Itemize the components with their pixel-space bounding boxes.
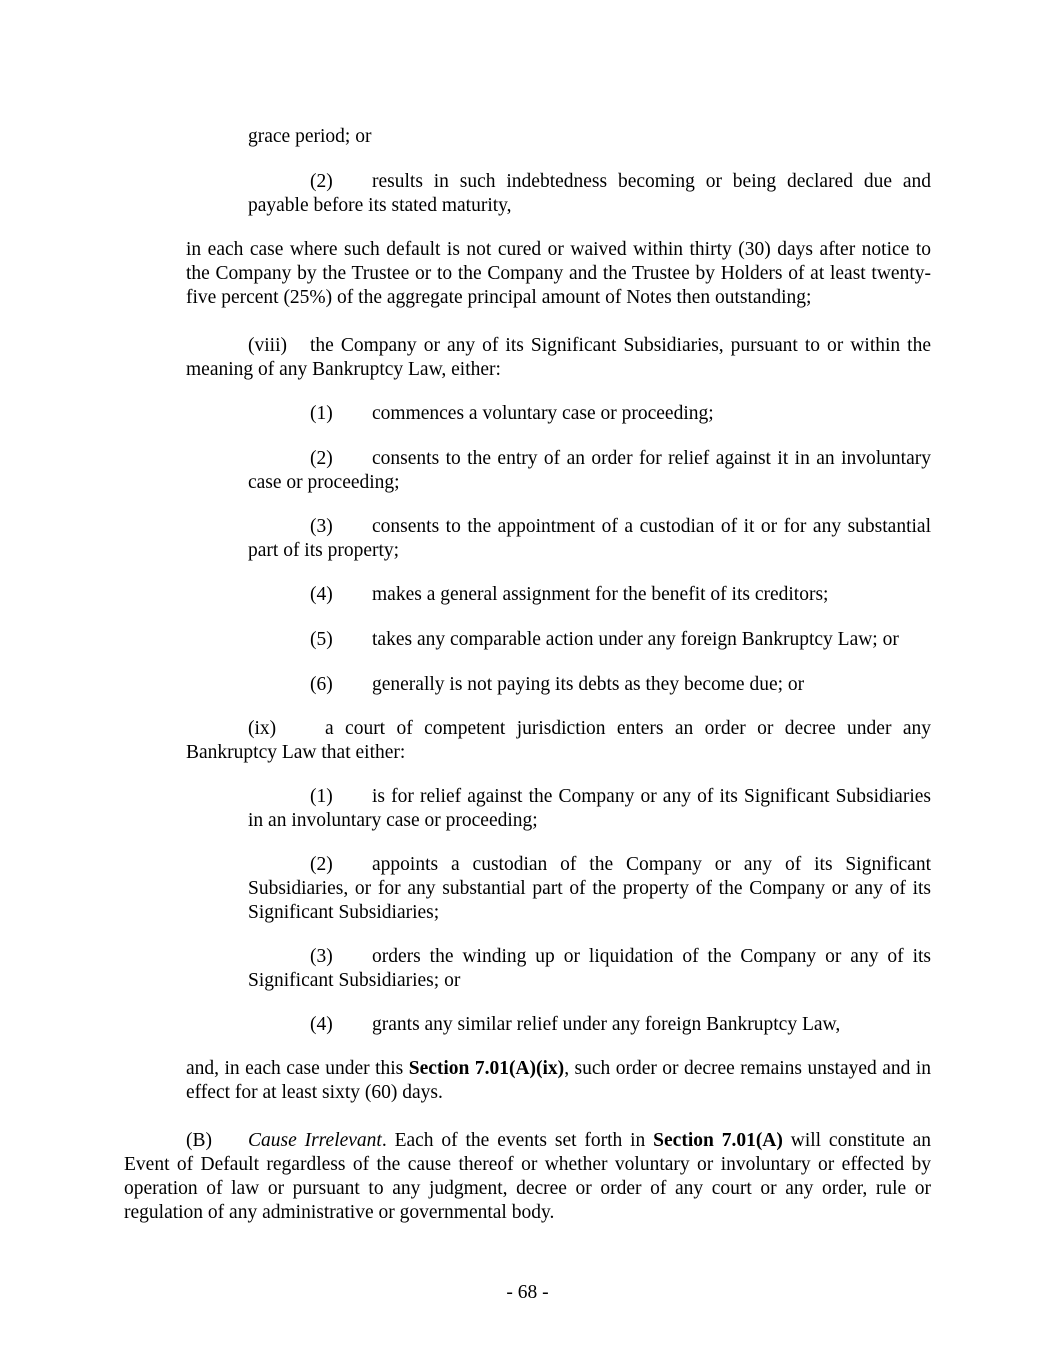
clause-3-consents-custodian: [248, 515, 931, 563]
paragraph-grace-period: [248, 125, 931, 149]
paragraph-in-each-case-default: [186, 238, 931, 310]
section-reference: Section 7.01(A)(ix): [408, 1058, 565, 1079]
clause-text: the Company or any of its Significant Subsidiaries, pursuant to or within the meaning of any Bankruptcy Law, either:: [186, 335, 931, 380]
clause-number: (5): [310, 629, 333, 650]
clause-number: (viii): [248, 335, 287, 356]
clause-number: (2): [310, 448, 333, 469]
clause-viii-bankruptcy: [186, 334, 931, 382]
clause-text: takes any comparable action under any foreign Bankruptcy Law; or: [372, 629, 899, 650]
clause-number: (4): [310, 584, 333, 605]
clause-number: (ix): [248, 718, 277, 739]
clause-text: is for relief against the Company or any of its Significant Subsidiaries in an involuntary case or proceeding;: [248, 786, 931, 831]
section-reference: Section 7.01(A): [653, 1130, 783, 1151]
clause-number: (2): [310, 171, 333, 192]
clause-number: (1): [310, 786, 333, 807]
clause-number: (3): [310, 946, 333, 967]
clause-heading: Cause Irrelevant: [248, 1130, 382, 1151]
clause-number: (4): [310, 1014, 333, 1035]
paragraph-text-pre: and, in each case under this: [186, 1058, 409, 1079]
clause-4-similar-relief: [248, 1013, 931, 1037]
clause-number: (B): [186, 1130, 212, 1151]
clause-2-appoints-custodian: [248, 853, 931, 925]
clause-b-cause-irrelevant: [124, 1129, 931, 1225]
clause-text: a court of competent jurisdiction enters an order or decree under any Bankruptcy Law that either:: [186, 718, 931, 763]
paragraph-text: grace period; or: [248, 126, 372, 147]
clause-4-general-assignment: [248, 583, 931, 607]
paragraph-text-pre: . Each of the events set forth in: [381, 1130, 654, 1151]
clause-text: orders the winding up or liquidation of the Company or any of its Significant Subsidiaries; or: [248, 946, 931, 991]
clause-text: commences a voluntary case or proceeding;: [372, 403, 714, 424]
paragraph-text-post: will constitute an Event of Default regardless of the cause thereof or whether voluntary or involuntary or effected by operation of law or pursuant to any judgment, decree or order of any court or any order, rule or regulation of any administrative or governmental body.: [124, 1130, 932, 1223]
clause-text: generally is not paying its debts as they become due; or: [372, 674, 805, 695]
clause-2-results-in-indebtedness: [248, 170, 931, 218]
paragraph-text-post: , such order or decree remains unstayed and in effect for at least sixty (60) days.: [186, 1058, 931, 1103]
clause-number: (1): [310, 403, 333, 424]
clause-text: makes a general assignment for the benefit of its creditors;: [372, 584, 829, 605]
clause-1-relief-against-company: [248, 785, 931, 833]
paragraph-order-unstayed: [186, 1057, 931, 1105]
clause-text: grants any similar relief under any foreign Bankruptcy Law,: [372, 1014, 841, 1035]
clause-5-comparable-action: [248, 628, 931, 652]
page-number: - 68 -: [506, 1282, 549, 1303]
clause-text: consents to the entry of an order for relief against it in an involuntary case or proceeding;: [248, 448, 931, 493]
clause-3-winding-up: [248, 945, 931, 993]
clause-text: appoints a custodian of the Company or any of its Significant Subsidiaries, or for any substantial part of the property of the Company or any of its Significant Subsidiaries;: [248, 854, 931, 923]
paragraph-text: in each case where such default is not cured or waived within thirty (30) days after notice to the Company by the Trustee or to the Company and the Trustee by Holders of at least twenty-five percent (25%) of the aggregate principal amount of Notes then outstanding;: [186, 239, 931, 308]
clause-text: consents to the appointment of a custodian of it or for any substantial part of its property;: [248, 516, 931, 561]
clause-number: (2): [310, 854, 333, 875]
clause-number: (3): [310, 516, 333, 537]
clause-number: (6): [310, 674, 333, 695]
clause-text: results in such indebtedness becoming or being declared due and payable before its stated maturity,: [248, 171, 931, 216]
clause-ix-court-order: [186, 717, 931, 765]
clause-1-commences-case: [248, 402, 931, 426]
clause-2-consents-entry: [248, 447, 931, 495]
clause-6-not-paying-debts: [248, 673, 931, 697]
